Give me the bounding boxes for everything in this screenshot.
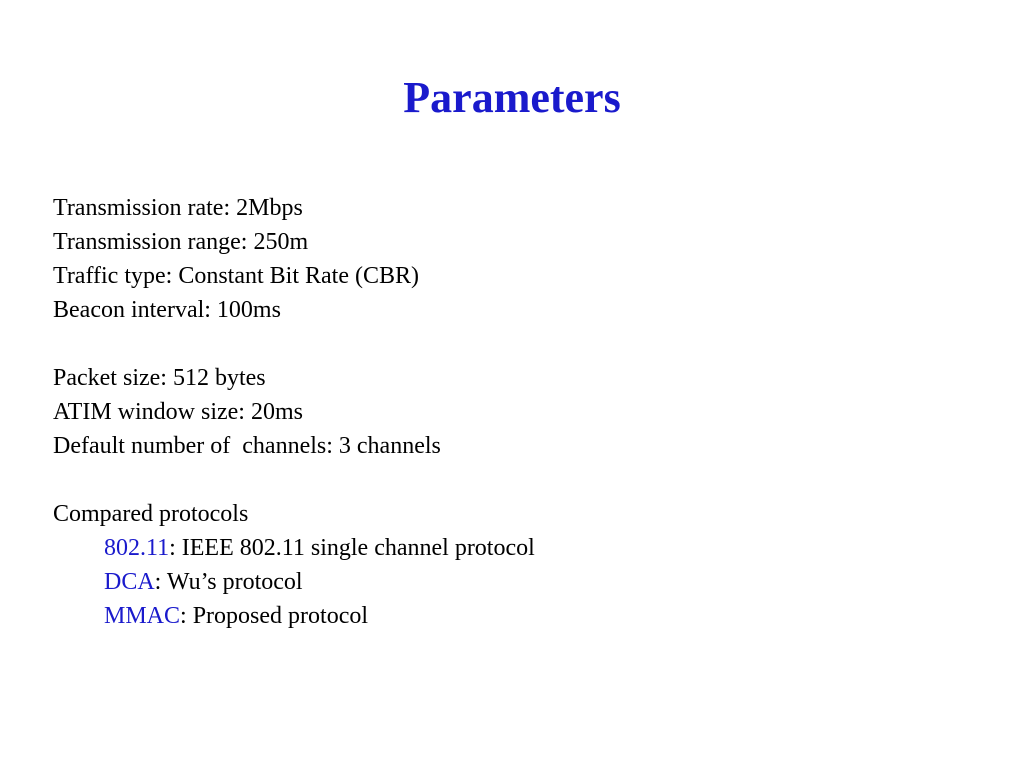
protocol-desc: : Wu’s protocol (154, 569, 303, 595)
spacer (53, 463, 993, 497)
protocol-name: 802.11 (104, 535, 170, 561)
spacer (53, 327, 993, 361)
compared-protocols-heading: Compared protocols (53, 501, 249, 527)
param-atim-window: ATIM window size: 20ms (53, 399, 303, 425)
protocol-item-dca (53, 565, 993, 599)
param-transmission-rate: Transmission rate: 2Mbps (53, 195, 303, 221)
param-transmission-range: Transmission range: 250m (53, 229, 309, 255)
slide-body (53, 191, 993, 633)
protocol-name: DCA (104, 569, 155, 595)
protocol-name: MMAC (104, 603, 181, 629)
param-packet-size: Packet size: 512 bytes (53, 365, 266, 391)
param-default-channels: Default number of channels: 3 channels (53, 433, 441, 459)
protocol-item-80211 (53, 531, 993, 565)
param-beacon-interval: Beacon interval: 100ms (53, 297, 281, 323)
protocol-item-mmac (53, 599, 993, 633)
param-traffic-type: Traffic type: Constant Bit Rate (CBR) (53, 263, 419, 289)
protocol-desc: : Proposed protocol (180, 603, 369, 629)
slide-title: Parameters (403, 73, 621, 122)
protocol-desc: : IEEE 802.11 single channel protocol (169, 535, 535, 561)
